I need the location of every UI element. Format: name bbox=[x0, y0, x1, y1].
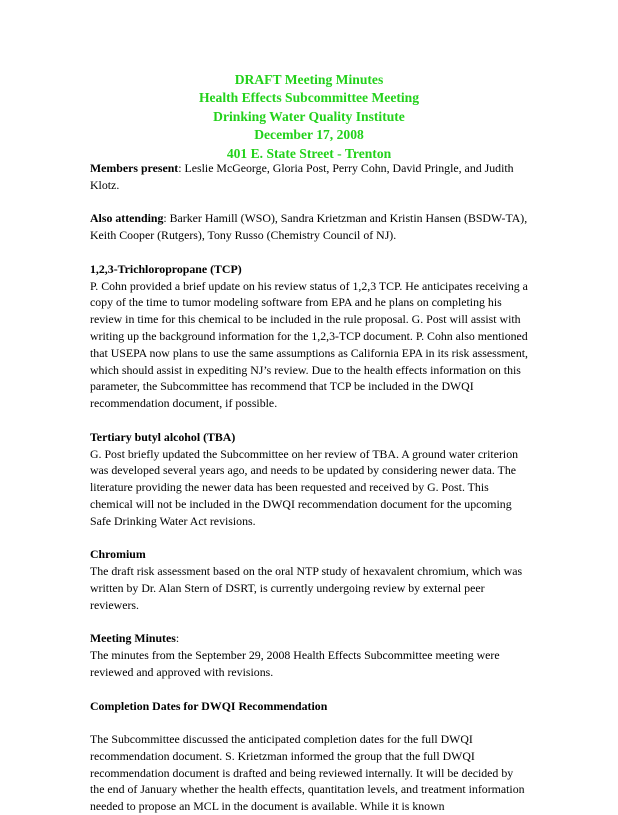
title-line-institute: Drinking Water Quality Institute bbox=[213, 108, 405, 124]
section-heading-tcp: 1,2,3-Trichloropropane (TCP) bbox=[90, 261, 242, 276]
section-heading-tba: Tertiary butyl alcohol (TBA) bbox=[90, 429, 236, 444]
section-heading-meeting-minutes bbox=[90, 630, 528, 647]
also-attending-paragraph bbox=[90, 210, 528, 244]
section-tba bbox=[90, 429, 528, 530]
section-text-tba: G. Post briefly updated the Subcommittee on her review of TBA. A ground water criterion was developed several years ago, and needs to be updated by considering newer data. The literature providing the newer data has been requested and received by G. Post. This chemical will not be included in the DWQI recommendation document for the upcoming Safe Drinking Water Act revisions. bbox=[90, 446, 519, 528]
section-chromium bbox=[90, 546, 528, 613]
section-heading-chromium: Chromium bbox=[90, 547, 146, 562]
members-present-label: Members present bbox=[90, 161, 179, 175]
section-heading-completion: Completion Dates for DWQI Recommendation bbox=[90, 698, 328, 713]
members-present-text: : Leslie McGeorge, Gloria Post, Perry Cohn, David Pringle, and Judith Klotz. bbox=[90, 161, 514, 192]
title-line-date: December 17, 2008 bbox=[254, 127, 364, 143]
title-line-subcommittee: Health Effects Subcommittee Meeting bbox=[198, 90, 420, 106]
also-attending-label: Also attending bbox=[90, 211, 164, 226]
section-heading-completion-paragraph bbox=[90, 698, 528, 715]
title-line-draft: DRAFT Meeting Minutes bbox=[234, 72, 384, 87]
members-present-paragraph bbox=[90, 160, 528, 194]
also-attending-text: : Barker Hamill (WSO), Sandra Krietzman and Kristin Hansen (BSDW-TA), Keith Cooper (Rutgers), Tony Russo (Chemistry Council of NJ). bbox=[90, 211, 528, 243]
title-line-address: 401 E. State Street - Trenton bbox=[226, 145, 392, 161]
document-body bbox=[90, 160, 528, 815]
section-text-tcp: P. Cohn provided a brief update on his review status of 1,2,3 TCP. He anticipates receiving a copy of the time to tumor modeling software from EPA and he plans on completing his review in time for this chemical to be included in the rule proposal. G. Post will assist with writing up the background information for the 1,2,3-TCP document. P. Cohn also mentioned that USEPA now plans to use the same assumptions as California EPA in its risk assessment, which should assist in expediting NJ’s review. Due to the health effects information on this parameter, the Subcommittee has recommend that TCP be included in the DWQI recommendation document, if possible. bbox=[90, 278, 528, 411]
section-meeting-minutes bbox=[90, 630, 528, 680]
section-tcp bbox=[90, 261, 528, 412]
section-text-completion: The Subcommittee discussed the anticipated completion dates for the full DWQI recommendation document. S. Krietzman informed the group that the full DWQI recommendation document is drafted and being reviewed internally. It will be decided by the end of January whether the health effects, quantitation levels, and treatment information needed to propose an MCL in the document is available. While it is known bbox=[90, 732, 525, 814]
meeting-minutes-heading-text: Meeting Minutes bbox=[90, 631, 176, 646]
document-title-block bbox=[90, 71, 528, 163]
section-text-meeting-minutes: The minutes from the September 29, 2008 Health Effects Subcommittee meeting were reviewed and approved with revisions. bbox=[90, 648, 500, 679]
meeting-minutes-heading-colon: : bbox=[175, 631, 180, 646]
section-text-chromium: The draft risk assessment based on the oral NTP study of hexavalent chromium, which was written by Dr. Alan Stern of DSRT, is currently undergoing review by external peer reviewers. bbox=[90, 564, 523, 612]
